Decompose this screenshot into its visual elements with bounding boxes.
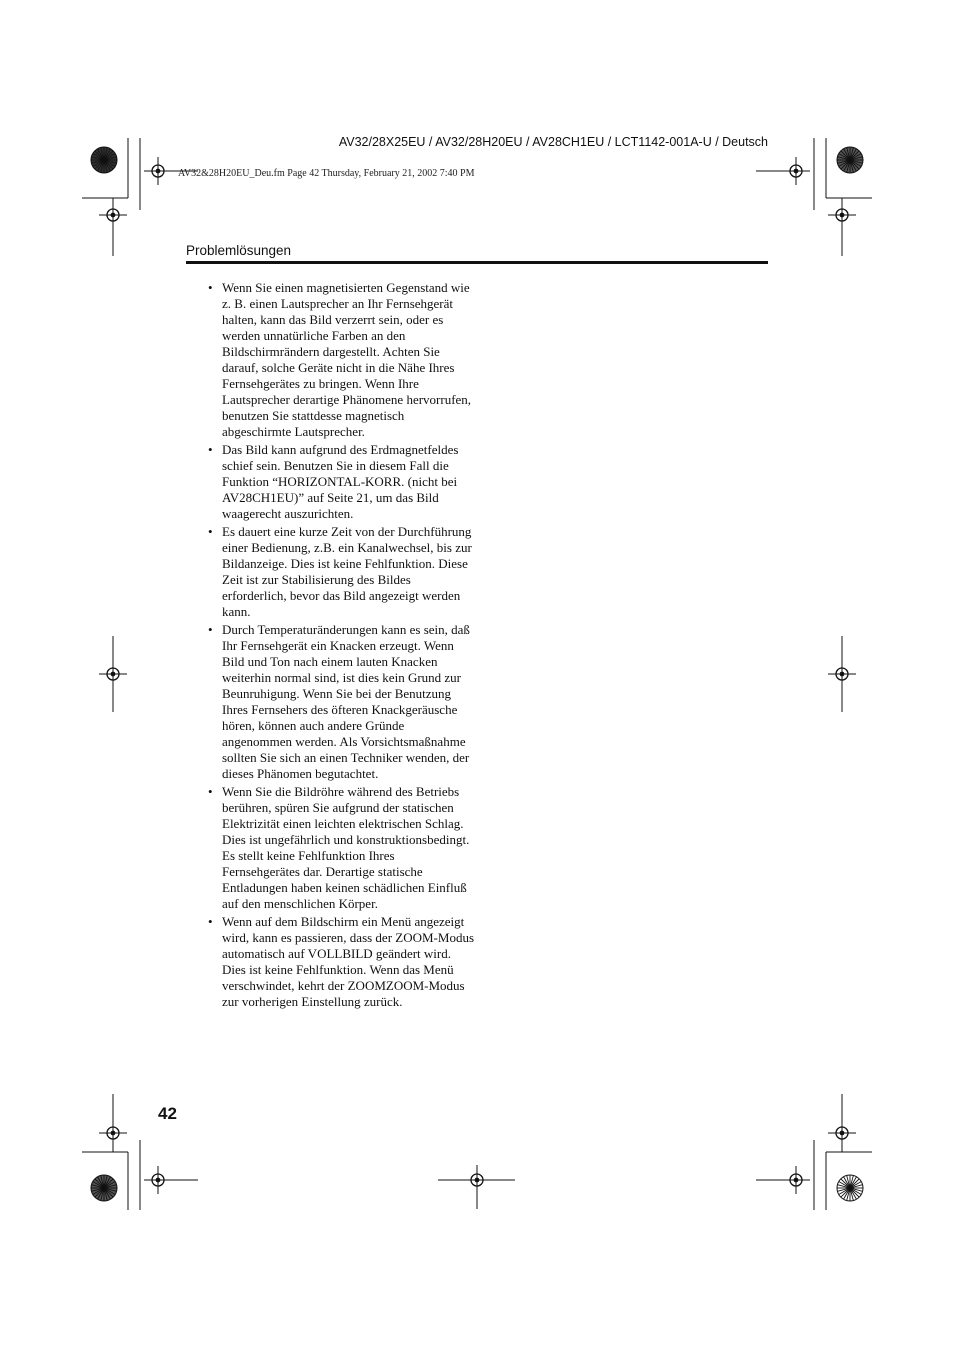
bullet-icon: • — [208, 442, 213, 457]
file-info-line: AV32&28H20EU_Deu.fm Page 42 Thursday, February 21, 2002 7:40 PM — [178, 168, 475, 179]
list-item — [206, 280, 474, 440]
list-item-text: Das Bild kann aufgrund des Erdmagnetfeldes schief sein. Benutzen Sie in diesem Fall die Funktion “HORIZONTAL-KORR. (nicht bei AV28CH1EU)” auf Seite 21, um das Bild waagerecht auszurichten. — [222, 442, 459, 521]
list-item-text: Durch Temperaturänderungen kann es sein, daß Ihr Fernsehgerät ein Knacken erzeugt. Wenn Bild und Ton nach einem lauten Knacken weiterhin normal sind, ist dies kein Grund zur Beunruhigung. Wenn Sie bei der Benutzung Ihres Fernsehers des öfteren Knackgeräusche hören, können auch andere Gründe angenommen werden. Als Vorsichtsmaßnahme sollten Sie sich an einen Techniker wenden, der dieses Phänomen begutachtet. — [222, 622, 470, 781]
list-item — [206, 622, 474, 782]
list-item — [206, 524, 474, 620]
header-rule — [186, 261, 768, 264]
bullet-icon: • — [208, 622, 213, 637]
section-title: Problemlösungen — [186, 243, 292, 258]
bullet-icon: • — [208, 784, 213, 799]
list-item — [206, 784, 474, 912]
troubleshooting-list — [206, 280, 474, 1012]
bullet-icon: • — [208, 914, 213, 929]
list-item-text: Wenn Sie die Bildröhre während des Betriebs berühren, spüren Sie aufgrund der statischen Elektrizität einen leichten elektrischen Schlag. Dies ist ungefährlich und konstruktionsbedingt. Es stellt keine Fehlfunktion Ihres Fernsehgerätes dar. Derartige statische Entladungen haben keinen schädlichen Einfluß auf den menschlichen Körper. — [222, 784, 470, 911]
list-item-text: Wenn Sie einen magnetisierten Gegenstand wie z. B. einen Lautsprecher an Ihr Fernsehgerät halten, kann das Bild verzerrt sein, oder es werden unnatürliche Farben an den Bildschirmrändern dargestellt. Achten Sie darauf, solche Geräte nicht in die Nähe Ihres Fernsehgerätes zu bringen. Wenn Ihre Lautsprecher derartige Phänomene hervorrufen, benutzen Sie stattdesse magnetisch abgeschirmte Lautsprecher. — [222, 280, 472, 439]
list-item — [206, 442, 474, 522]
bullet-icon: • — [208, 280, 213, 295]
list-item — [206, 914, 474, 1010]
model-header: AV32/28X25EU / AV32/28H20EU / AV28CH1EU / LCT1142-001A-U / Deutsch — [338, 135, 768, 149]
bullet-icon: • — [208, 524, 213, 539]
page-number: 42 — [158, 1104, 177, 1123]
list-item-text: Wenn auf dem Bildschirm ein Menü angezeigt wird, kann es passieren, dass der ZOOM-Modus automatisch auf VOLLBILD geändert wird. Dies ist keine Fehlfunktion. Wenn das Menü verschwindet, kehrt der ZOOMZOOM-Modus zur vorherigen Einstellung zurück. — [222, 914, 475, 1009]
list-item-text: Es dauert eine kurze Zeit von der Durchführung einer Bedienung, z.B. ein Kanalwechsel, bis zur Bildanzeige. Dies ist keine Fehlfunktion. Diese Zeit ist zur Stabilisierung des Bildes erforderlich, bevor das Bild angezeigt werden kann. — [222, 524, 472, 619]
